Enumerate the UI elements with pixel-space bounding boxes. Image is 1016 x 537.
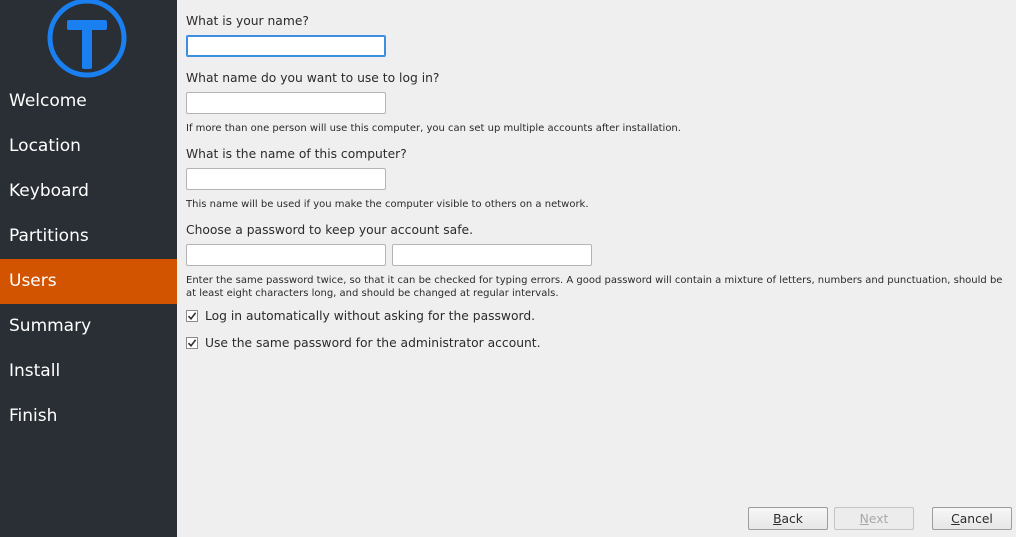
same-password-row — [186, 335, 541, 351]
login-name-label: What name do you want to use to log in? — [186, 71, 440, 85]
back-mnemonic: B — [773, 511, 782, 526]
password-confirm-input[interactable] — [392, 244, 592, 266]
back-label: ack — [781, 511, 803, 526]
sidebar-item-welcome[interactable]: Welcome — [9, 91, 87, 111]
sidebar-item-summary[interactable]: Summary — [9, 316, 92, 336]
password-hint: Enter the same password twice, so that it can be checked for typing errors. A good password will contain a mixture of letters, numbers and punctuation, should be at least eight characters long, and should be changed at regular intervals. — [186, 275, 1003, 299]
computer-name-label: What is the name of this computer? — [186, 147, 407, 161]
autologin-row — [186, 308, 535, 324]
sidebar-item-install[interactable]: Install — [9, 361, 61, 381]
checkmark-icon — [187, 338, 197, 348]
same-password-label: Use the same password for the administrator account. — [205, 336, 541, 350]
next-label: ext — [868, 511, 889, 526]
same-password-checkbox[interactable] — [186, 337, 198, 349]
password-input[interactable] — [186, 244, 386, 266]
back-button[interactable] — [748, 507, 828, 530]
cancel-button[interactable] — [932, 507, 1012, 530]
cancel-mnemonic: C — [951, 511, 960, 526]
sidebar-nav — [0, 79, 177, 439]
sidebar-item-finish[interactable]: Finish — [9, 406, 58, 426]
password-label: Choose a password to keep your account safe. — [186, 223, 474, 237]
sidebar-item-users[interactable]: Users — [0, 259, 177, 304]
sidebar-item-keyboard[interactable]: Keyboard — [9, 181, 89, 201]
cancel-label: ancel — [959, 511, 993, 526]
autologin-label: Log in automatically without asking for the password. — [205, 309, 536, 323]
app-logo — [46, 0, 128, 80]
full-name-label: What is your name? — [186, 14, 309, 28]
computer-name-input[interactable] — [186, 168, 386, 190]
login-name-hint: If more than one person will use this computer, you can set up multiple accounts after installation. — [186, 123, 681, 134]
autologin-checkbox[interactable] — [186, 310, 198, 322]
next-button[interactable] — [834, 507, 914, 530]
users-form — [177, 0, 1016, 537]
sidebar — [0, 0, 177, 537]
next-mnemonic: N — [859, 511, 869, 526]
sidebar-item-partitions[interactable]: Partitions — [9, 226, 89, 246]
checkmark-icon — [187, 311, 197, 321]
sidebar-item-location[interactable]: Location — [9, 136, 81, 156]
login-name-input[interactable] — [186, 92, 386, 114]
computer-name-hint: This name will be used if you make the computer visible to others on a network. — [186, 199, 589, 210]
full-name-input[interactable] — [186, 35, 386, 57]
